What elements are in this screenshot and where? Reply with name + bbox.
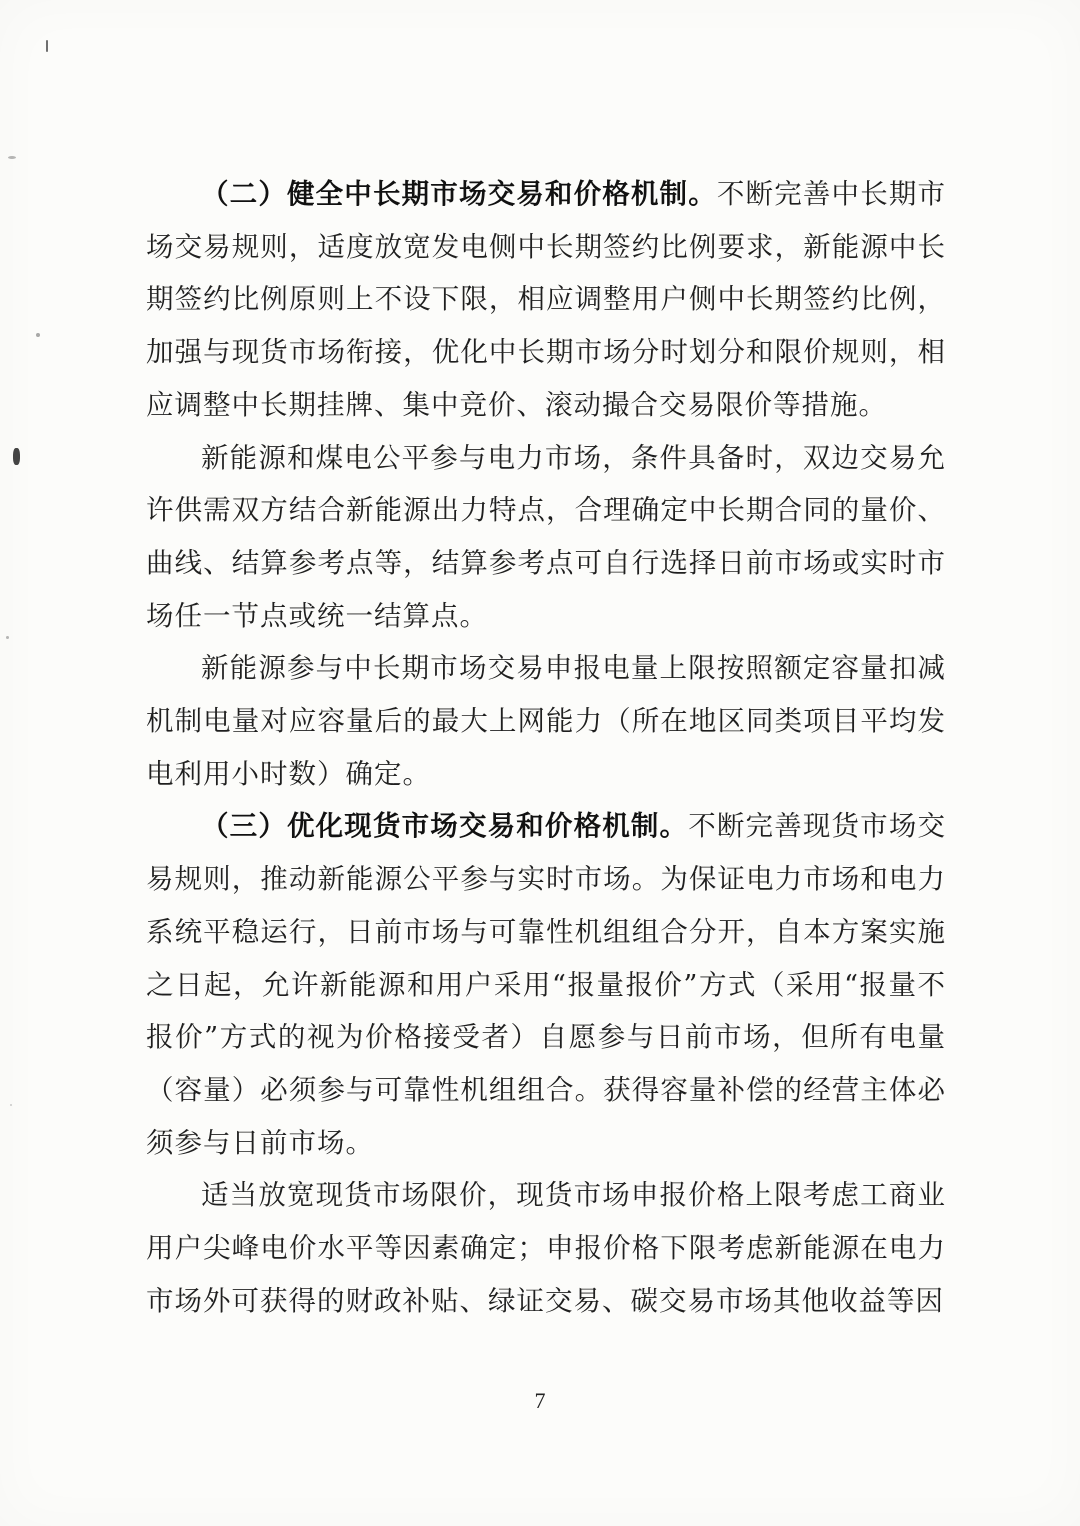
paragraph [146,642,946,800]
scan-speck [10,1104,12,1106]
paragraph [146,1169,946,1327]
paragraph-text: 不断完善现货市场交易规则，推动新能源公平参与实时市场。为保证电力市场和电力系统平稳运行，日前市场与可靠性机组组合分开，自本方案实施之日起，允许新能源和用户采用“报量报价”方式（采用“报量不报价”方式的视为价格接受者）自愿参与日前市场，但所有电量（容量）必须参与可靠性机组组合。获得容量补偿的经营主体必须参与日前市场。 [146,810,946,1159]
page-number: 7 [534,1388,546,1413]
paragraph-text: 新能源和煤电公平参与电力市场，条件具备时，双边交易允许供需双方结合新能源出力特点，合理确定中长期合同的量价、曲线、结算参考点等，结算参考点可自行选择日前市场或实时市场任一节点或统一结算点。 [146,441,946,632]
document-body [146,168,946,1327]
paragraph-text: 新能源参与中长期市场交易申报电量上限按照额定容量扣减机制电量对应容量后的最大上网能力（所在地区同类项目平均发电利用小时数）确定。 [146,652,946,790]
scan-speck [6,636,9,639]
paragraph [146,432,946,643]
paragraph-section-2 [146,168,946,432]
section-heading: （三）优化现货市场交易和价格机制。 [201,810,689,843]
scan-speck [46,40,48,52]
paragraph-text: 适当放宽现货市场限价，现货市场申报价格上限考虑工商业用户尖峰电价水平等因素确定；申报价格下限考虑新能源在电力市场外可获得的财政补贴、绿证交易、碳交易市场其他收益等因 [146,1179,946,1317]
scan-speck [13,448,20,465]
section-heading: （二）健全中长期市场交易和价格机制。 [201,178,717,210]
scan-speck [8,156,16,159]
paragraph-text: 不断完善中长期市场交易规则，适度放宽发电侧中长期签约比例要求，新能源中长期签约比例原则上不设下限，相应调整用户侧中长期签约比例，加强与现货市场衔接，优化中长期市场分时划分和限价规则，相应调整中长期挂牌、集中竞价、滚动撮合交易限价等措施。 [146,178,947,421]
scan-speck [36,333,40,337]
paragraph-section-3 [146,800,946,1169]
